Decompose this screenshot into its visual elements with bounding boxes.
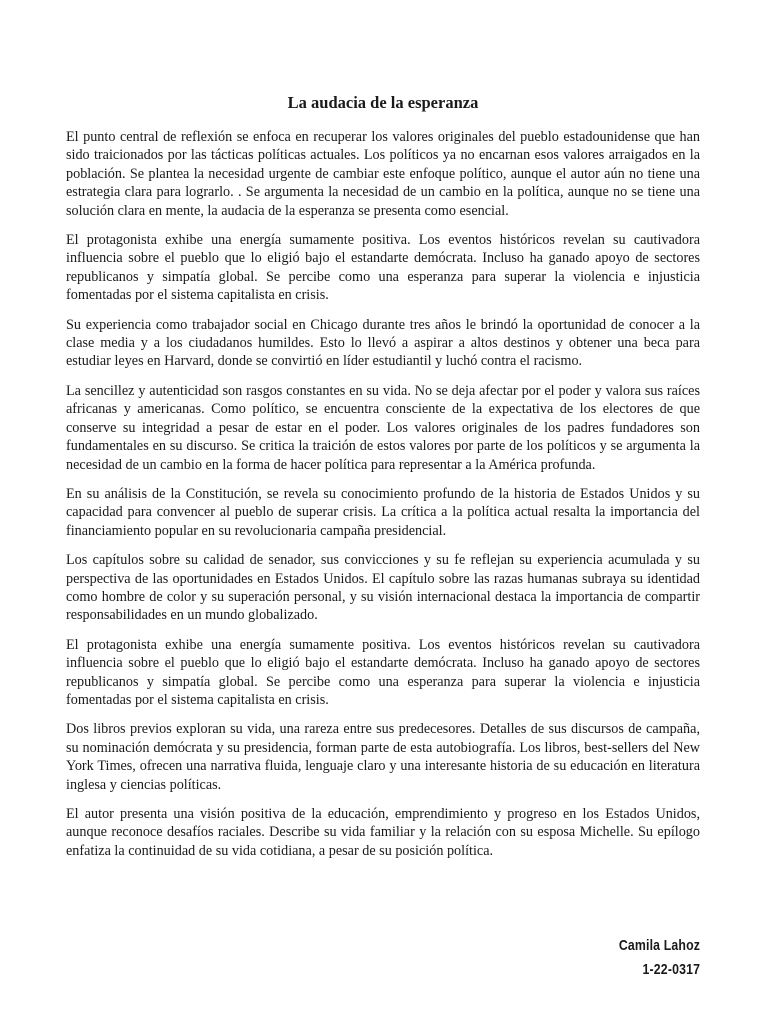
paragraph-5: En su análisis de la Constitución, se revela su conocimiento profundo de la historia de Estados Unidos y su capacidad para convencer al pueblo de superar crisis. La crítica a la política actual resalta la importancia del financiamiento popular en su revolucionaria campaña presidencial. (66, 485, 700, 539)
paragraph-1: El punto central de reflexión se enfoca en recuperar los valores originales del pueblo estadounidense que han sido traicionados por las tácticas políticas actuales. Los políticos ya no encarnan esos valores arraigados en la población. Se plantea la necesidad urgente de cambiar este enfoque político, aunque el autor aún no tiene una estrategia clara para lograrlo. . Se argumenta la necesidad de un cambio en la política, aunque no se tiene una solución clara en mente, la audacia de la esperanza se presenta como esencial. (66, 129, 700, 219)
paragraph-9: El autor presenta una visión positiva de la educación, emprendimiento y progreso en los Estados Unidos, aunque reconoce desafíos raciales. Describe su vida familiar y la relación con su esposa Michelle. Su epílogo enfatiza la continuidad de su vida cotidiana, a pesar de su posición política. (66, 806, 700, 859)
author-signature-block (619, 934, 700, 982)
paragraph-2: El protagonista exhibe una energía sumamente positiva. Los eventos históricos revelan su cautivadora influencia sobre el pueblo que lo eligió bajo el estandarte demócrata. Incluso ha ganado apoyo de sectores republicanos y simpatía global. Se percibe como una esperanza para superar la violencia e injusticia fomentadas por el sistema capitalista en crisis. (66, 232, 700, 304)
document-body (66, 92, 700, 871)
author-id: 1-22-0317 (642, 961, 700, 978)
document-title: La audacia de la esperanza (287, 93, 479, 112)
paragraph-3: Su experiencia como trabajador social en Chicago durante tres años le brindó la oportunidad de conocer a la clase media y a los ciudadanos humildes. Esto lo llevó a aspirar a altos destinos y obtener una beca para estudiar leyes en Harvard, donde se convirtió en líder estudiantil y luchó contra el racismo. (66, 316, 700, 370)
author-name: Camila Lahoz (618, 937, 700, 954)
paragraph-7: El protagonista exhibe una energía sumamente positiva. Los eventos históricos revelan su cautivadora influencia sobre el pueblo que lo eligió bajo el estandarte demócrata. Incluso ha ganado apoyo de sectores republicanos y simpatía global. Se percibe como una esperanza para superar la violencia e injusticia fomentadas por el sistema capitalista en crisis. (66, 636, 700, 708)
paragraph-8: Dos libros previos exploran su vida, una rareza entre sus predecesores. Detalles de sus discursos de campaña, su nominación demócrata y su presidencia, forman parte de esta autobiografía. Los libros, best-sellers del New York Times, ofrecen una narrativa fluida, lenguaje claro y una interesante historia de su educación en literatura inglesa y ciencias políticas. (66, 721, 700, 793)
paragraph-6: Los capítulos sobre su calidad de senador, sus convicciones y su fe reflejan su experiencia acumulada y su perspectiva de las oportunidades en Estados Unidos. El capítulo sobre las razas humanas subraya su identidad como hombre de color y su superación personal, y su visión internacional destaca la importancia de compartir responsabilidades en un mundo globalizado. (66, 552, 700, 624)
paragraph-4: La sencillez y autenticidad son rasgos constantes en su vida. No se deja afectar por el poder y valora sus raíces africanas y americanas. Como político, se encuentra consciente de la expectativa de los electores de que conserve su integridad a pesar de estar en el poder. Los valores originales de los padres fundadores son fundamentales en su discurso. Se critica la traición de estos valores por parte de los políticos y se argumenta la necesidad de un cambio en la forma de hacer política para representar a la América profunda. (66, 382, 700, 473)
